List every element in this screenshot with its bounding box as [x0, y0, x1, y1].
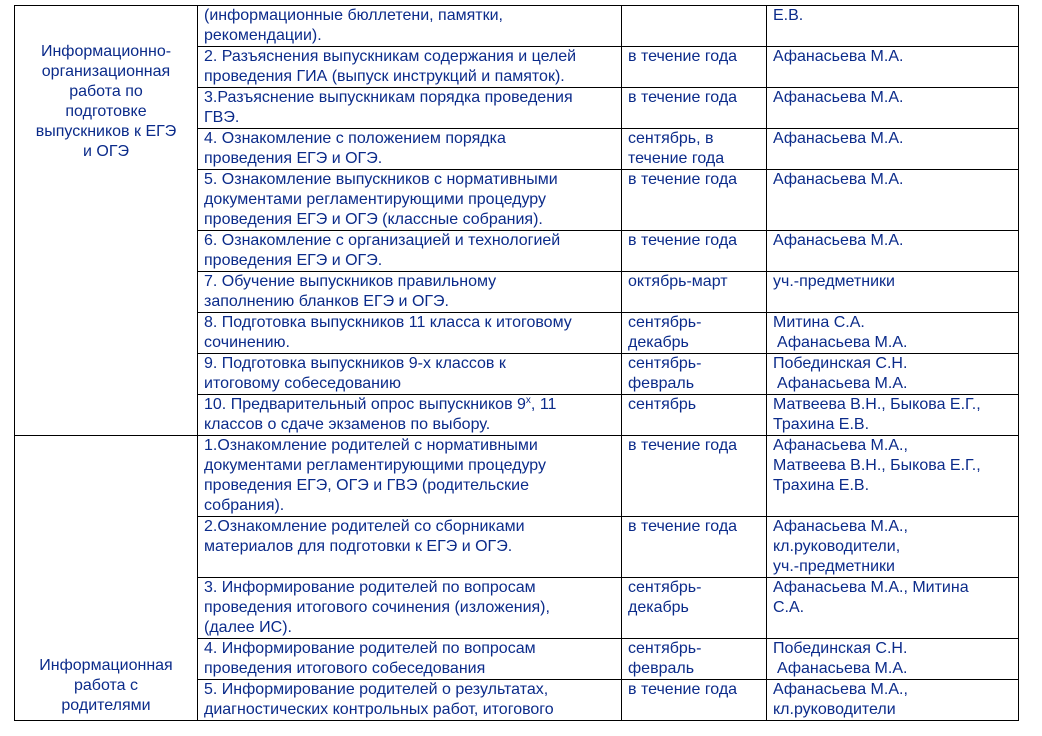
task-cell: 6. Ознакомление с организацией и технологией проведения ЕГЭ и ОГЭ. [198, 231, 622, 272]
period-cell: сентябрь- февраль [622, 639, 767, 680]
period-cell: октябрь-март [622, 272, 767, 313]
task-cell: 1.Ознакомление родителей с нормативными документами регламентирующими процедуру проведения ЕГЭ, ОГЭ и ГВЭ (родительские собрания). [198, 436, 622, 517]
period-cell: сентябрь [622, 395, 767, 436]
responsible-cell: Побединская С.Н. Афанасьева М.А. [767, 354, 1019, 395]
responsible-cell: Побединская С.Н. Афанасьева М.А. [767, 639, 1019, 680]
section-label-line: Информационная [39, 657, 173, 674]
responsible-cell: Афанасьева М.А., кл.руководители [767, 680, 1019, 721]
superscript: х [525, 395, 531, 406]
table-row [15, 436, 1019, 517]
period-cell: в течение года [622, 88, 767, 129]
responsible-cell: Матвеева В.Н., Быкова Е.Г., Трахина Е.В. [767, 395, 1019, 436]
period-cell: в течение года [622, 170, 767, 231]
responsible-cell: Афанасьева М.А. [767, 88, 1019, 129]
task-cell: 2.Ознакомление родителей со сборниками материалов для подготовки к ЕГЭ и ОГЭ. [198, 517, 622, 578]
section-label-cell [15, 436, 198, 721]
task-cell: 4. Информирование родителей по вопросам проведения итогового собеседования [198, 639, 622, 680]
responsible-cell: Афанасьева М.А. [767, 129, 1019, 170]
task-cell: (информационные бюллетени, памятки, рекомендации). [198, 6, 622, 47]
table-row [15, 6, 1019, 47]
section-label-line: организационная [41, 63, 171, 80]
responsible-cell: Афанасьева М.А., Матвеева В.Н., Быкова Е.Г., Трахина Е.В. [767, 436, 1019, 517]
period-cell: в течение года [622, 47, 767, 88]
task-cell: 9. Подготовка выпускников 9-х классов к итоговому собеседованию [198, 354, 622, 395]
section-label-line: родителями [61, 697, 151, 714]
task-cell: 2. Разъяснения выпускникам содержания и целей проведения ГИА (выпуск инструкций и памяток). [198, 47, 622, 88]
task-cell: 7. Обучение выпускников правильному заполнению бланков ЕГЭ и ОГЭ. [198, 272, 622, 313]
task-cell: 3. Информирование родителей по вопросам проведения итогового сочинения (изложения), (далее ИС). [198, 578, 622, 639]
period-cell: сентябрь- декабрь [622, 578, 767, 639]
task-cell: 5. Информирование родителей о результатах, диагностических контрольных работ, итогового [198, 680, 622, 721]
document-table [14, 5, 1019, 721]
responsible-cell: Митина С.А. Афанасьева М.А. [767, 313, 1019, 354]
section-label-line: Информационно- [40, 43, 172, 60]
period-cell: в течение года [622, 231, 767, 272]
section-label-line: и ОГЭ [83, 143, 129, 160]
responsible-cell: Афанасьева М.А. [767, 47, 1019, 88]
period-cell: в течение года [622, 680, 767, 721]
task-cell: 8. Подготовка выпускников 11 класса к итоговому сочинению. [198, 313, 622, 354]
period-cell: сентябрь- февраль [622, 354, 767, 395]
responsible-cell: Афанасьева М.А. [767, 231, 1019, 272]
responsible-cell: Афанасьева М.А., Митина С.А. [767, 578, 1019, 639]
section-label-line: выпускников к ЕГЭ [35, 123, 177, 140]
period-cell: в течение года [622, 436, 767, 517]
period-cell: в течение года [622, 517, 767, 578]
period-cell: сентябрь- декабрь [622, 313, 767, 354]
section-label-line: работа по [69, 83, 143, 100]
period-cell [622, 6, 767, 47]
responsible-cell: Афанасьева М.А., кл.руководители, уч.-предметники [767, 517, 1019, 578]
period-cell: сентябрь, в течение года [622, 129, 767, 170]
task-cell: 3.Разъяснение выпускникам порядка проведения ГВЭ. [198, 88, 622, 129]
section-label-line: работа с [74, 677, 138, 694]
section-label-cell [15, 6, 198, 436]
responsible-cell: Афанасьева М.А. [767, 170, 1019, 231]
task-cell: 10. Предварительный опрос выпускников $9^х$, 11 классов о сдаче экзаменов по выбору. [198, 395, 622, 436]
section-label-line: подготовке [65, 103, 147, 120]
responsible-cell: уч.-предметники [767, 272, 1019, 313]
task-cell: 5. Ознакомление выпускников с нормативными документами регламентирующими процедуру проведения ЕГЭ и ОГЭ (классные собрания). [198, 170, 622, 231]
responsible-cell: Е.В. [767, 6, 1019, 47]
task-cell: 4. Ознакомление с положением порядка проведения ЕГЭ и ОГЭ. [198, 129, 622, 170]
